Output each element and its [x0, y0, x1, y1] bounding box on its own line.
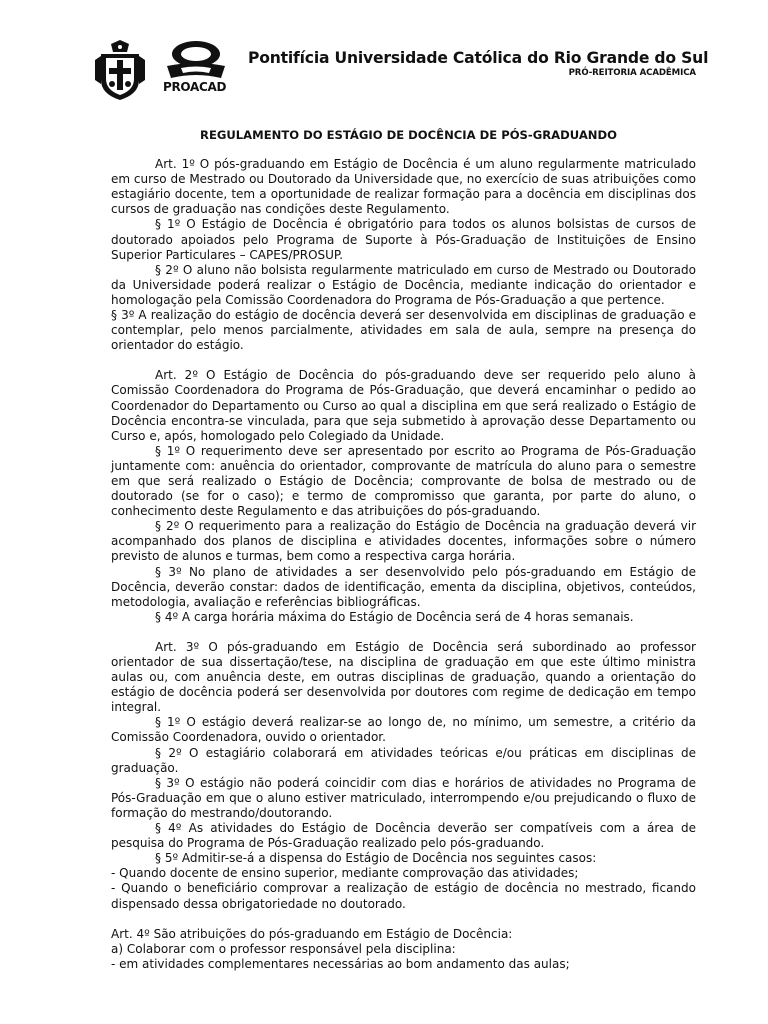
article-2: Art. 2º O Estágio de Docência do pós-graduando deve ser requerido pelo aluno à Comissão Coordenadora do Programa de Pós-Graduação, que deverá encaminhar o pedido ao Coordenador do Departamento ou Curso ao qual a disciplina em que será realizado o Estágio de Docência encontra-se vinculada, para que seja submetido à aprovação desse Departamento ou Curso e, após, homologado pelo Colegiado da Unidade. [111, 368, 696, 443]
article-1-paragraph-2: § 2º O aluno não bolsista regularmente matriculado em curso de Mestrado ou Doutorado da Universidade poderá realizar o Estágio de Docência, mediante indicação do orientador e homologação pela Comissão Coordenadora do Programa de Pós-Graduação a que pertence. [111, 262, 696, 307]
article-4-list-item: - em atividades complementares necessárias ao bom andamento das aulas; [111, 956, 570, 971]
article-2-paragraph-2: § 2º O requerimento para a realização do Estágio de Docência na graduação deverá vir acompanhado dos planos de disciplina e atividades docentes, informações sobre o número previsto de alunos e turmas, bem como a respectiva carga horária. [111, 519, 696, 564]
proacad-wordmark: PROACAD [163, 80, 227, 94]
article-1-paragraph-1: § 1º O Estágio de Docência é obrigatório para todos os alunos bolsistas de cursos de doutorado apoiados pelo Programa de Suporte à Pós-Graduação de Instituições de Ensino Superior Particulares – CAPES/PROSUP. [111, 217, 696, 262]
article-3-paragraph-4: § 4º As atividades do Estágio de Docência deverão ser compatíveis com a área de pesquisa do Programa de Pós-Graduação realizado pelo pós-graduando. [111, 821, 696, 851]
article-3-paragraph-2: § 2º O estagiário colaborará em atividades teóricas e/ou práticas em disciplinas de graduação. [111, 745, 696, 775]
article-4: Art. 4º São atribuições do pós-graduando em Estágio de Docência: [111, 926, 513, 941]
article-3-list-item: - Quando o beneficiário comprovar a realização de estágio de docência no mestrado, ficando dispensado dessa obrigatoriedade no doutorado. [111, 881, 696, 911]
article-4-item-a: a) Colaborar com o professor responsável pela disciplina: [111, 941, 456, 956]
spacer [111, 353, 696, 368]
article-2-paragraph-3: § 3º No plano de atividades a ser desenvolvido pelo pós-graduando em Estágio de Docência, deverão constar: dados de identificação, ementa da disciplina, objetivos, conteúdos, metodologia, avaliação e referências bibliográficas. [111, 564, 696, 609]
document-title: REGULAMENTO DO ESTÁGIO DE DOCÊNCIA DE PÓS-GRADUANDO [200, 128, 617, 142]
article-3-paragraph-5: § 5º Admitir-se-á a dispensa do Estágio de Docência nos seguintes casos: [155, 851, 597, 866]
article-1-paragraph-3: § 3º A realização do estágio de docência deverá ser desenvolvida em disciplinas de graduação e contemplar, pelo menos parcialmente, atividades em sala de aula, sempre na presença do orientador do estágio. [111, 308, 696, 353]
article-3-paragraph-3: § 3º O estágio não poderá coincidir com dias e horários de atividades no Programa de Pós-Graduação em que o aluno estiver matriculado, interrompendo e/ou prejudicando o fluxo de formação do mestrando/doutorando. [111, 775, 696, 820]
regulation-document [111, 128, 696, 972]
department-name: PRÓ-REITORIA ACADÊMICA [568, 68, 696, 78]
university-name: Pontifícia Universidade Católica do Rio Grande do Sul [248, 49, 709, 67]
article-3-list-item: - Quando docente de ensino superior, mediante comprovação das atividades; [111, 866, 579, 881]
letterhead [0, 0, 768, 110]
article-2-paragraph-1: § 1º O requerimento deve ser apresentado por escrito ao Programa de Pós-Graduação juntamente com: anuência do orientador, comprovante de matrícula do aluno para o semestre em que será realizado o Estágio de Docência; comprovante de bolsa de mestrado ou de doutorado (se for o caso); e termo de compromisso que garanta, por parte do aluno, o conhecimento deste Regulamento e das atribuições do pós-graduando. [111, 443, 696, 519]
article-2-paragraph-4: § 4º A carga horária máxima do Estágio de Docência será de 4 horas semanais. [155, 609, 634, 624]
article-3-paragraph-1: § 1º O estágio deverá realizar-se ao longo de, no mínimo, um semestre, a critério da Comissão Coordenadora, ouvido o orientador. [111, 715, 696, 745]
spacer [111, 625, 696, 640]
article-1: Art. 1º O pós-graduando em Estágio de Docência é um aluno regularmente matriculado em curso de Mestrado ou Doutorado da Universidade que, no exercício de suas atribuições como estagiário docente, tem a oportunidade de realizar formação para a docência em disciplinas dos cursos de graduação nas condições deste Regulamento. [111, 157, 696, 217]
university-crest-icon [93, 40, 147, 102]
spacer [111, 912, 696, 927]
article-3: Art. 3º O pós-graduando em Estágio de Docência será subordinado ao professor orientador de sua dissertação/tese, na disciplina de graduação em que este último ministra aulas ou, com anuência deste, em outras disciplinas de graduação, quando a orientação do estágio de docência poderá ser desenvolvida por doutores com regime de dedicação em tempo integral. [111, 639, 696, 715]
